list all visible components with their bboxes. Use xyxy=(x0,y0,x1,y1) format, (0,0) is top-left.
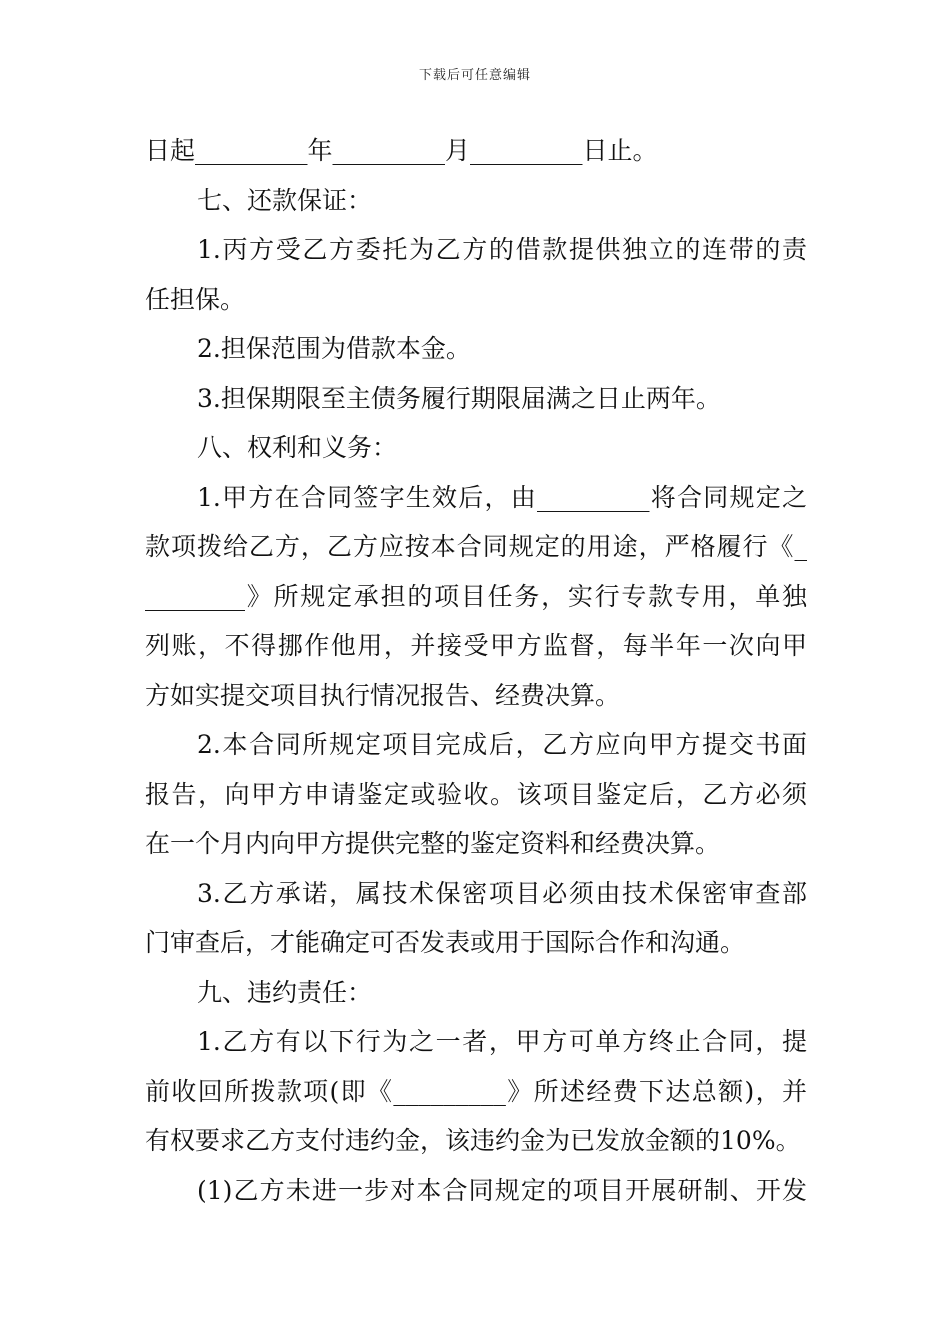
text-line: 前收回所拨款项(即《_________》所述经费下达总额)，并 xyxy=(145,1076,807,1106)
text-line: 报告，向甲方申请鉴定或验收。该项目鉴定后，乙方必须 xyxy=(145,779,807,809)
text-line: 3.乙方承诺，属技术保密项目必须由技术保密审查部 xyxy=(197,878,807,908)
text-line: 2.本合同所规定项目完成后，乙方应向甲方提交书面 xyxy=(197,730,807,759)
contract-body xyxy=(145,126,807,1215)
text-line: 3.担保期限至主债务履行期限届满之日止两年。 xyxy=(197,383,721,413)
text-line: 在一个月内向甲方提供完整的鉴定资料和经费决算。 xyxy=(145,829,721,858)
text-line: 有权要求乙方支付违约金，该违约金为已发放金额的10%。 xyxy=(145,1126,801,1155)
page-header: 下载后可任意编辑 xyxy=(418,68,531,83)
section-heading: 七、还款保证： xyxy=(197,185,373,215)
text-line: (1)乙方未进一步对本合同规定的项目开展研制、开发 xyxy=(197,1175,807,1205)
text-line: 列账，不得挪作他用，并接受甲方监督，每半年一次向甲 xyxy=(145,631,807,660)
text-line: 1.乙方有以下行为之一者，甲方可单方终止合同，提 xyxy=(197,1027,807,1056)
text-line: 任担保。 xyxy=(145,284,246,314)
text-line: 款项拨给乙方，乙方应按本合同规定的用途，严格履行《_ xyxy=(145,532,807,561)
text-line: 1.丙方受乙方委托为乙方的借款提供独立的连带的责 xyxy=(197,235,807,264)
text-line: 日起_________年_________月_________日止。 xyxy=(145,136,658,165)
section-heading: 九、违约责任： xyxy=(197,977,373,1007)
text-line: 1.甲方在合同签字生效后，由_________将合同规定之 xyxy=(197,482,807,512)
text-line: 门审查后，才能确定可否发表或用于国际合作和沟通。 xyxy=(145,928,746,957)
text-line: ________》所规定承担的项目任务，实行专款专用，单独 xyxy=(145,581,807,611)
section-heading: 八、权利和义务： xyxy=(197,433,398,462)
text-line: 方如实提交项目执行情况报告、经费决算。 xyxy=(145,680,621,710)
text-line: 2.担保范围为借款本金。 xyxy=(197,334,471,363)
